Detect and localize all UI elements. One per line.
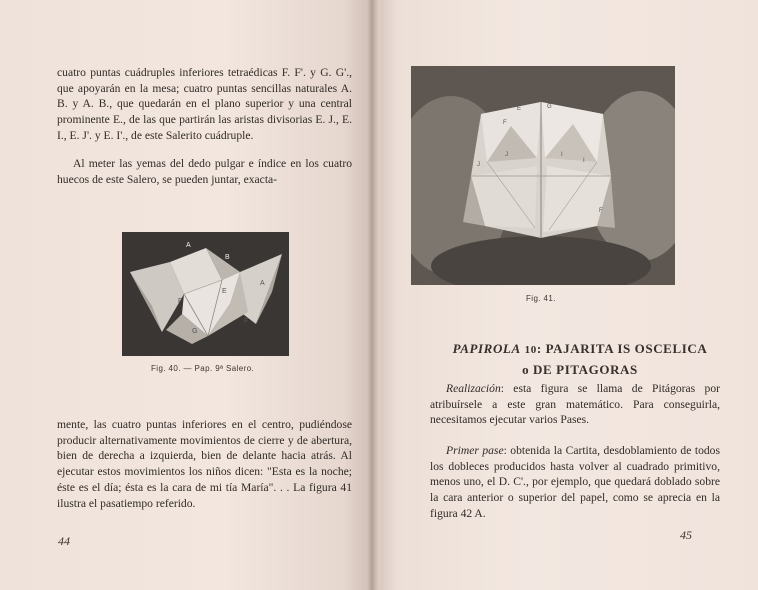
figure-41-caption: Fig. 41. bbox=[526, 294, 556, 303]
figure-40-caption: Fig. 40. — Pap. 9ª Salero. bbox=[151, 364, 255, 373]
realizacion-label: Realización bbox=[446, 382, 501, 395]
figure-41-label-f: F bbox=[503, 120, 508, 126]
figure-41-photo bbox=[411, 66, 675, 285]
figure-41-label-a: A bbox=[605, 104, 610, 110]
heading-number: 10 bbox=[524, 344, 537, 356]
figure-41-label-e: E bbox=[517, 106, 522, 112]
section-heading-line-2: o DE PITAGORAS bbox=[522, 362, 638, 377]
figure-40-label-f2: F bbox=[244, 318, 249, 325]
figure-40-photo bbox=[122, 232, 289, 356]
realizacion-text: : esta figura se llama de Pitágoras por atribuírsele a este gran matemático. Para conseguirla, necesitamos ejecutar varios Pases. bbox=[430, 382, 720, 427]
left-page-number: 44 bbox=[58, 534, 70, 548]
hands-holding-origami-illustration bbox=[411, 66, 675, 285]
figure-41-label-i2: I bbox=[583, 158, 586, 164]
figure-41-label-i: I bbox=[561, 152, 564, 158]
figure-40-label-a2: A bbox=[260, 280, 266, 287]
figure-41-label-j2: J bbox=[477, 162, 481, 168]
left-paragraph-2: Al meter las yemas del dedo pulgar e índice en los cuatro huecos de este Salero, se pueden juntar, exacta- bbox=[57, 157, 352, 186]
figure-41-label-j: J bbox=[505, 152, 509, 158]
right-paragraph-1 bbox=[430, 381, 720, 428]
primer-pase-label: Primer pase bbox=[446, 444, 504, 457]
book-gutter bbox=[366, 0, 380, 590]
primer-pase-text: : obtenida la Cartita, desdoblamiento de todos los dobleces producidos hasta volver al cuadrado primitivo, menos uno, el D. C'., por ejemplo, que quedará doblado sobre la cara anterior o superior del papel, como se aprecia en la figura 42 A. bbox=[430, 444, 720, 520]
right-paragraph-2 bbox=[430, 443, 720, 522]
figure-40-label-b: B bbox=[225, 254, 231, 261]
figure-41-label-g: G bbox=[547, 104, 553, 110]
figure-40-label-g: G bbox=[192, 328, 198, 335]
left-paragraph-1: cuatro puntas cuádruples inferiores tetraédicas F. F'. y G. G'., que apoyarán en la mesa; cuatro puntas sencillas naturales A. B. y A. B., que quedarán en el plano superior y una central prominente E., de las que partirán las aristas divisorias E. J., E. I., E. J'. y E. I'., de este Salerito cuádruple. bbox=[57, 66, 352, 142]
figure-40-label-e: E bbox=[222, 288, 228, 295]
left-paragraph-3: mente, las cuatro puntas inferiores en el centro, pudiéndose producir alternativamente movimientos de cierre y de abertura, bien de derecha a izquierda, bien de delante hacia atrás. Al ejecutar estos movimientos los niños dicen: "Esta es la noche; éste es el día; ésta es la cara de mi tía María". . . La figura 41 ilustra el pasatiempo referido. bbox=[57, 418, 352, 510]
heading-papirola: PAPIROLA bbox=[452, 341, 521, 356]
salero-origami-illustration bbox=[122, 232, 289, 356]
right-page-number: 45 bbox=[680, 528, 692, 542]
heading-title: : PAJARITA IS OSCELICA bbox=[536, 341, 708, 356]
figure-40-label-a: A bbox=[186, 242, 192, 249]
figure-40-label-f: F bbox=[178, 298, 183, 305]
section-heading-line-1 bbox=[420, 341, 740, 357]
figure-41-label-f2: F bbox=[599, 208, 604, 214]
